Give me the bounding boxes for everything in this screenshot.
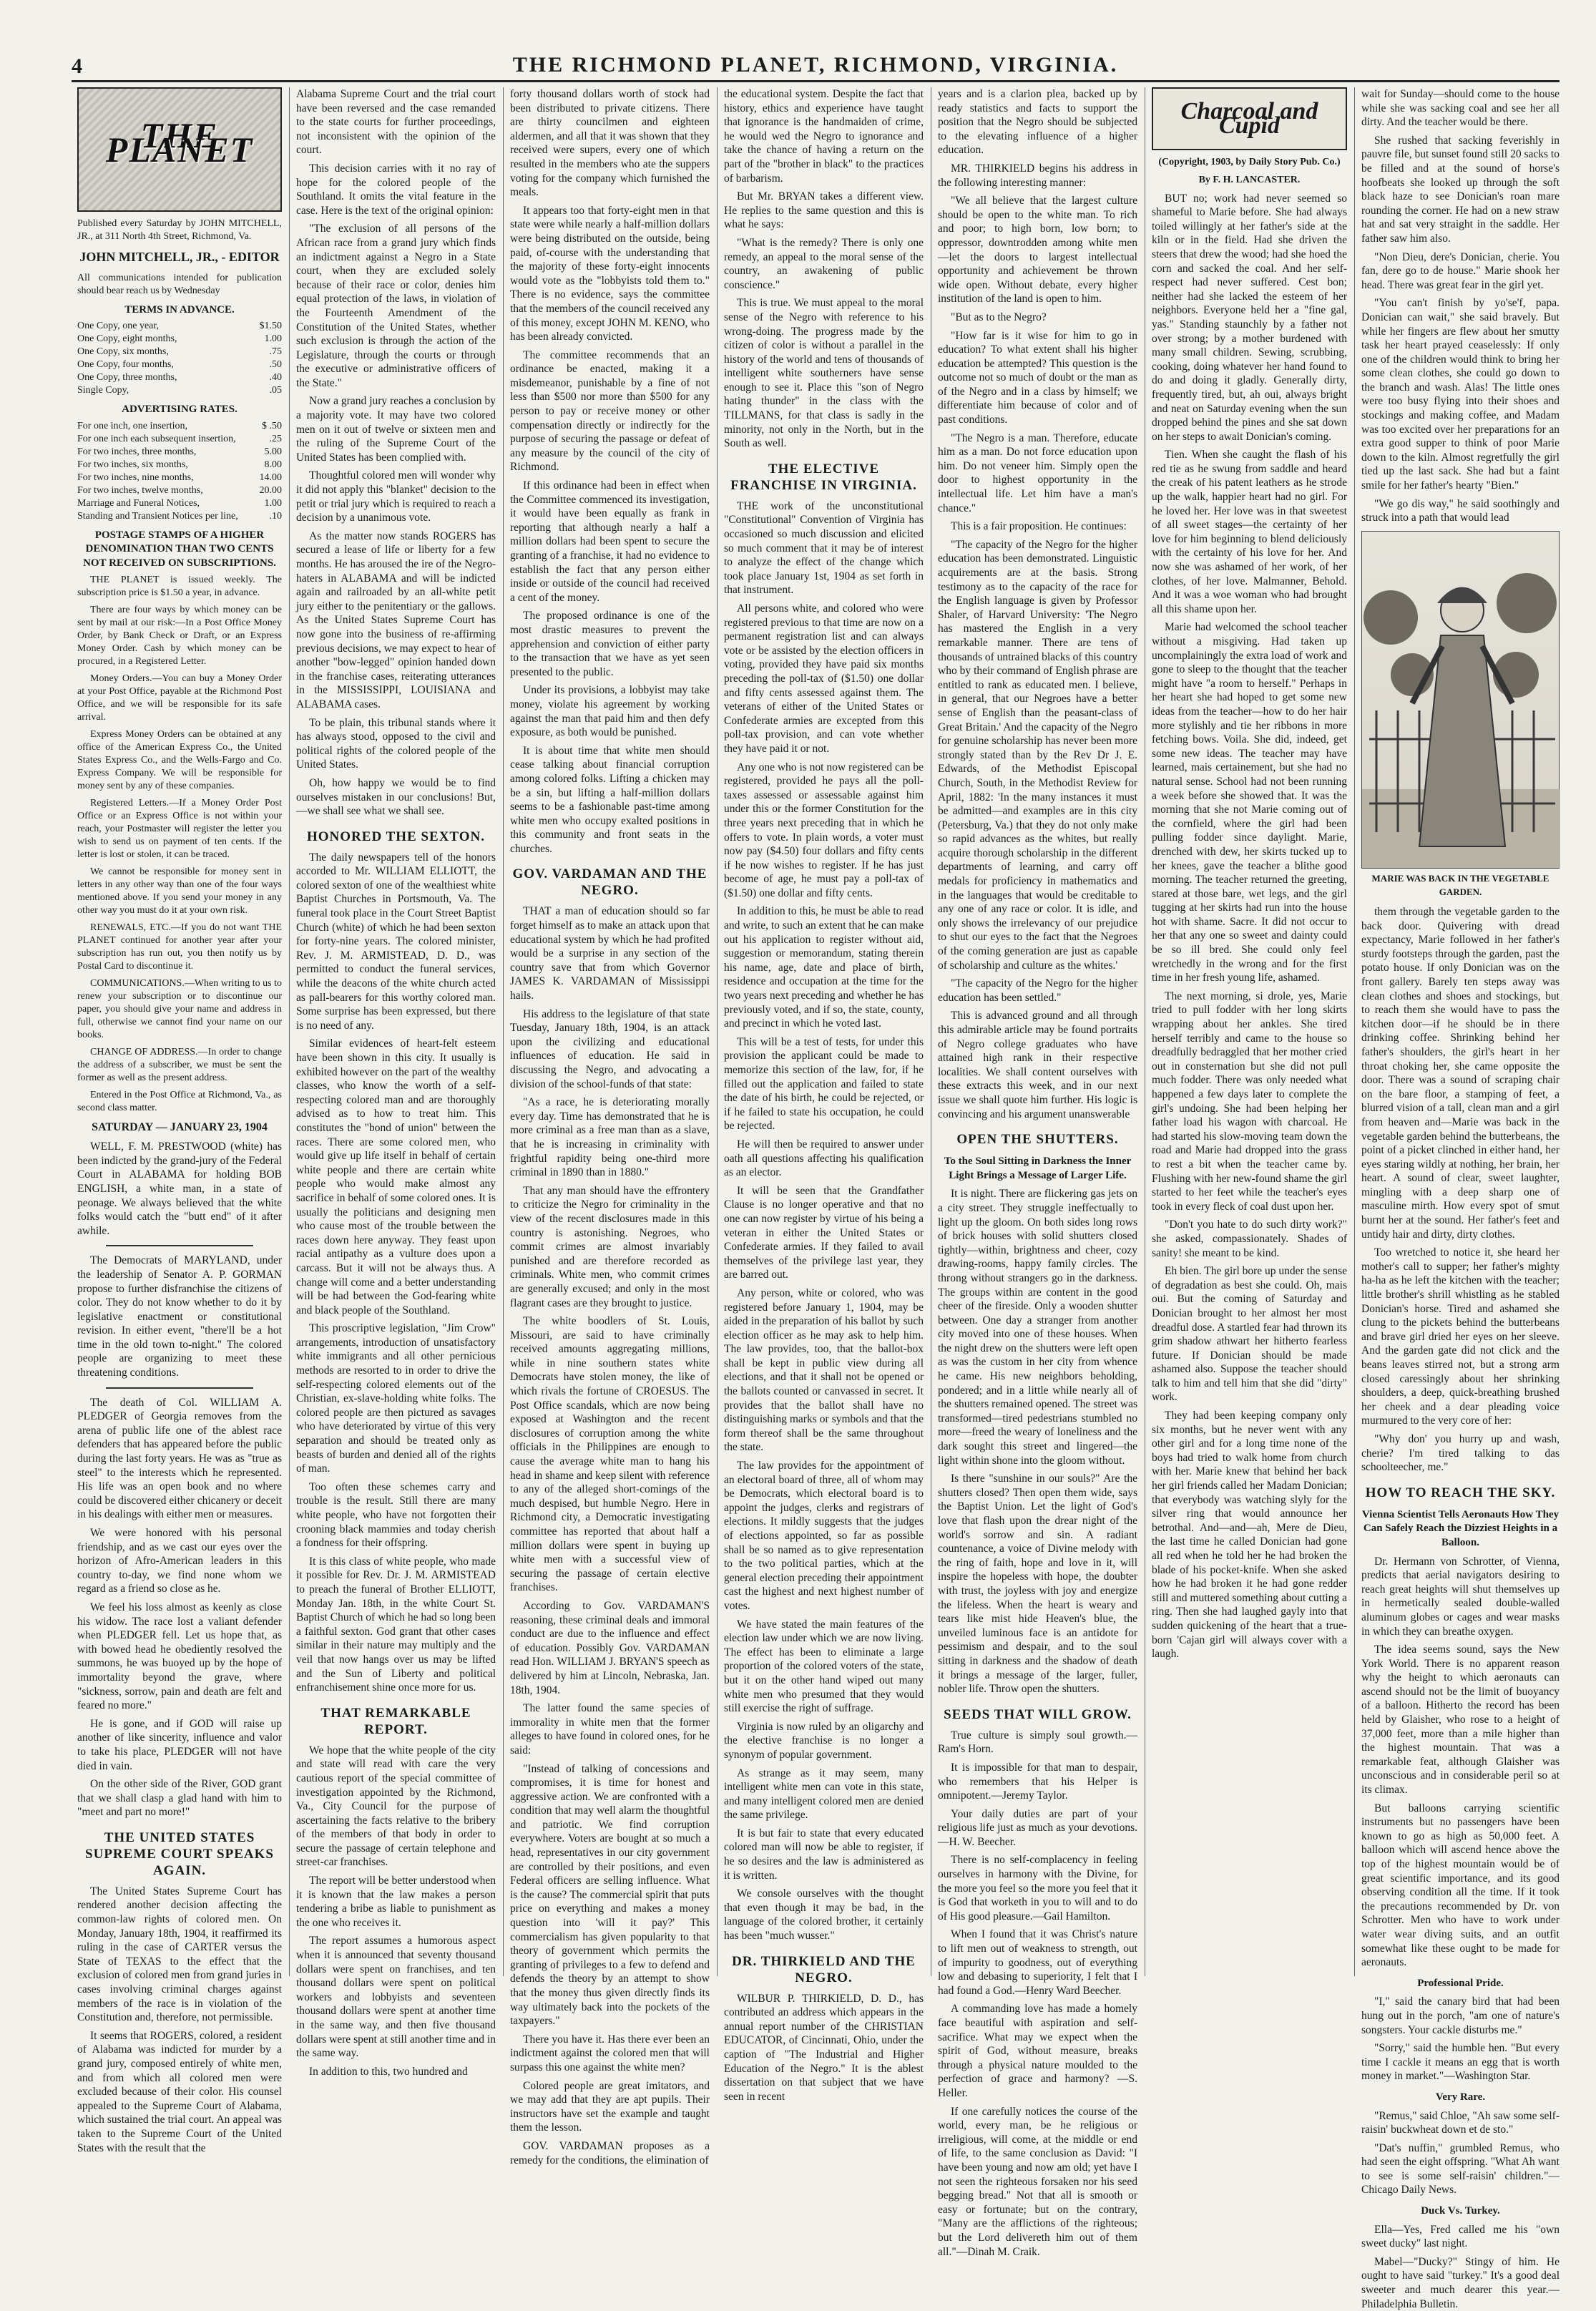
paragraph: RENEWALS, ETC.—If you do not want THE PLANET continued for another year after your subscription has run out, you then notify us by Postal Card to discontinue it. bbox=[77, 922, 282, 972]
paragraph: We have stated the main features of the election law under which we are now living. The effect has been to eliminate a large proportion of the colored voters of the state, but it on the other hand wiped out many white men who presumed that they would still exercise the right of suffrage. bbox=[724, 1618, 924, 1715]
column-6 bbox=[1152, 87, 1347, 1976]
paragraph: Money Orders.—You can buy a Money Order at your Post Office, payable at the Richmond Post Office, and we will be responsible for its safe arrival. bbox=[77, 673, 282, 723]
paragraph: the educational system. Despite the fact that history, ethics and experience have taught that ignorance is the handmaiden of crime, he would wed the Negro to ignorance and take the chance of having a return on the part of the "brother in black" to the practices of barbarism. bbox=[724, 88, 924, 185]
paragraph: The United States Supreme Court has rendered another decision affecting the common-law rights of colored men. On Monday, January 18th, 1904, it reaffirmed its ruling in the case of CARTER versus the State of TEXAS to the effect that the exclusion of colored men from grand juries in cases involving criminal charges against members of the race is in violation of the Constitution and, therefore, not permissible. bbox=[77, 1885, 282, 2024]
editor-line: JOHN MITCHELL, JR., - EDITOR bbox=[79, 250, 280, 264]
publisher-line: Published every Saturday by JOHN MITCHELL, JR., at 311 North 4th Street, Richmond, Va. bbox=[77, 218, 282, 242]
paragraph: Any one who is not now registered can be registered, provided he pays all the poll-taxes assessed or assessable against him under this or the former Constitution for the three years next preceding that in which he offers to vote. In plain words, a voter must now pay ($4.50) four dollars and fifty cents if he now wishes to register. If he has just become of age, he must pay a poll-tax of ($1.50) one dollar and fifty cents. bbox=[724, 761, 924, 899]
paragraph: MR. THIRKIELD begins his address in the following interesting manner: bbox=[938, 162, 1137, 189]
paragraph: Mabel—"Ducky?" Stingy of him. He ought to have said "turkey." It's a good deal sweeter and much dearer this year.—Philadelphia Bulletin. bbox=[1361, 2255, 1560, 2310]
paragraph: Entered in the Post Office at Richmond, Va., as second class matter. bbox=[77, 1089, 282, 1113]
column-2 bbox=[296, 87, 496, 2078]
paragraph: Thoughtful colored men will wonder why it did not apply this "blanket" decision to the petit or trial jury which is required to reach a decision by a unanimous vote. bbox=[296, 469, 496, 524]
paragraph: It seems that ROGERS, colored, a resident of Alabama was indicted for murder by a grand jury, composed entirely of white men, and from which all colored men were excluded because of their color. His counsel appealed to the Supreme Court of Alabama, which sustained the trial court. An appeal was taken to the Supreme Court of the United States with the result that the bbox=[77, 2029, 282, 2154]
paragraph: Now a grand jury reaches a conclusion by a majority vote. It may have two colored men on it out of twelve or sixteen men and the ruling of the Supreme Court of the United States has been complied with. bbox=[296, 395, 496, 464]
paragraph: "The exclusion of all persons of the African race from a grand jury which finds an indictment against a Negro in a State court, when they are excluded solely because of their race or color, denies him equal protection of the laws, in violation of the Fourteenth Amendment of the Constitution of the United States, whether such exclusion is through the action of the Legislature, through the courts or through the executive or administrative officers of the State." bbox=[296, 223, 496, 389]
headline: HONORED THE SEXTON. bbox=[307, 829, 485, 844]
notice: All communications intended for publication should bear reach us by Wednesday bbox=[77, 272, 282, 296]
paragraph: In addition to this, two hundred and bbox=[309, 2065, 468, 2078]
logo-wordmark: THE PLANET bbox=[105, 115, 254, 170]
table-row: One Copy, three months, .40 bbox=[77, 372, 282, 383]
paragraph: Tien. When she caught the flash of his red tie as he swung from saddle and heard the creak of his patent leathers as he strode up the walk, happier heart had no girl. For he loved her. Her love was in that sweetest of all sweet stages—the certainty of her love for him beginning to blend deliciously with the certainty of his love for her. And now she was ashamed of her work, of her clothes, of her love. Malmanner, Behold. And it was a woe woman who had brought all this shame upon her. bbox=[1152, 449, 1347, 615]
paragraph: "What is the remedy? There is only one remedy, an appeal to the moral sense of the country, an awakening of public conscience." bbox=[724, 236, 924, 291]
paragraph: COMMUNICATIONS.—When writing to us to renew your subscription or to discontinue our paper, you should give your name and address in full, otherwise we cannot find your name on our books. bbox=[77, 977, 282, 1040]
paragraph: "How far is it wise for him to go in education? To what extent shall his higher education be attempted? This question is the outcome not so much of doubt or the man as of the Negro and in a class by himself; we differentiate him because of color and of past conditions. bbox=[938, 329, 1137, 426]
paragraph: "We all believe that the largest culture should be open to the white man. To rich and poor; to high born, low born; to oppressor, downtrodden among white men—let the doors to largest intellectual opportunity and achievement be thrown wide open. Without debate, every higher institution of the land is open to him. bbox=[938, 195, 1137, 306]
column-7 bbox=[1361, 87, 1560, 2310]
paragraph: The daily newspapers tell of the honors accorded to Mr. WILLIAM ELLIOTT, the colored sexton of one of the wealthiest white Baptist Churches in Portsmouth, Va. The funeral took place in the Court Street Baptist Church (white) of which he had been sexton for forty-nine years. The colored minister, Rev. J. M. ARMISTEAD, D. D., was permitted to conduct the funeral services, while the deacons of the white church acted as pall-bearers for this worthy colored man. Some surprise has been expressed, but there is no need of any. bbox=[296, 851, 496, 1032]
paragraph: WELL, F. M. PRESTWOOD (white) has been indicted by the grand-jury of the Federal Court in ALABAMA for holding BOB ENGLISH, a white man, in a state of peonage. We always believed that the white folks would catch the "butt end" of it after awhile. bbox=[77, 1140, 282, 1237]
paragraph: We feel his loss almost as keenly as close his widow. The race lost a valiant defender when PLEDGER fell. Let us hope that, as with bowed head he obediently resolved the summons, he was buoyed up by the hope of immortality beyond the grave, where "sickness, sorrow, pain and death are felt and feared no more." bbox=[77, 1601, 282, 1712]
paragraph: Any person, white or colored, who was registered before January 1, 1904, may be aided in the preparation of his ballot by such election officer as he may ask to help him. The law provides, too, that the ballot-box shall be kept in public view during all elections, and that it shall not be opened or the ballots counted or canvassed in secret. It provides that the ballot shall have no distinguishing marks or symbols and that the form thereof shall be the same throughout the state. bbox=[724, 1286, 924, 1454]
paragraph: Eh bien. The girl bore up under the sense of degradation as best she could. Oh, mais oui. But the coming of Saturday and Donician brought to her almost her most dreadful dose. A startled fear had thrown its grim shadow athwart her hitherto fearless future. If Donician should be made ashamed also. Suppose the teacher should talk to him and tell him that she did "dirty" work. bbox=[1152, 1265, 1347, 1404]
paragraph: When I found that it was Christ's nature to lift men out of weakness to strength, out of impurity to goodness, out of everything low and debasing to superiority, I felt that I had found a God.—Henry Ward Beecher. bbox=[938, 1928, 1137, 1997]
paragraph: The idea seems sound, says the New York World. There is no apparent reason why the height to which aeronauts can ascend should not be the limit of buoyancy of a balloon. Hitherto the record has been held by Glaisher, who rose to a height of 37,000 feet, more than a mile higher than the highest mountain. That was a remarkable feat, although Glaisher was unconscious and in considerable peril so at its climax. bbox=[1361, 1643, 1560, 1797]
paragraph: This decision carries with it no ray of hope for the colored people of the Southland. It omits the vital feature in the case. Here is the text of the original opinion: bbox=[296, 162, 496, 217]
terms-title: TERMS IN ADVANCE. bbox=[124, 303, 235, 316]
paragraph: "You can't finish by yo'se'f, papa. Donician can wait," she said bravely. But while her fingers are flew about her smutty task her heart prayed ceaselessly: If only one of the children would think to bring her some clean clothes, she could go down to the branch and wash. Alas! The little ones were too busy flying into their shoes and stockings and making coffee, and Madam was too excited over her preparations for an extra good supper to think of poor Marie down to the kiln. Almost regretfully the girl tied up the last sack. She had but a faint smile for her father's hearty "Bien." bbox=[1361, 297, 1560, 492]
page-number: 4 bbox=[72, 54, 82, 78]
table-row: For two inches, three months, 5.00 bbox=[77, 446, 282, 457]
subheadline: Professional Pride. bbox=[1417, 1977, 1504, 1989]
paragraph: Is there "sunshine in our souls?" Are the shutters closed? Then open them wide, says the Baptist Union. Let the light of God's love that flash upon the drear night of the world's sorrow and sin. A radiant countenance, a voice of Divine melody with the ring of faith, hope and love in it, will inspire the hopeless with hope, the doubter with trust, the joyless with joy and energize the lifeless. When the heart is weary and tears like mist hide Heaven's blue, the unveiled luminous face is an antidote for pessimism and despair, and to the soul sitting in darkness and the shadow of death it brings a message of the larger, fuller, nobler life. Throw open the shutters. bbox=[938, 1472, 1137, 1696]
paragraph: Your daily duties are part of your religious life just as much as your devotions.—H. W. Beecher. bbox=[938, 1807, 1137, 1848]
story-title-banner bbox=[1152, 87, 1347, 150]
paragraph: All persons white, and colored who were registered previous to that time are now on a permanent registration list and can always vote or be assisted by the election officers in voting, provided they have paid six months preceding the poll-tax of ($1.50) one dollar and fifty cents assessed against them. The veterans of either of the United States or Confederate armies are excepted from this poll-tax provision, and can vote whether they have paid it or not. bbox=[724, 602, 924, 755]
divider bbox=[106, 1245, 253, 1246]
table-row: For two inches, six months, 8.00 bbox=[77, 459, 282, 470]
paragraph: Too wretched to notice it, she heard her mother's call to supper; her father's mighty ha-ha as he left the kitchen with the teacher; little brother's shrill whistling as he stabled Donician's horse. Tired and ashamed she clung to the pickets behind the butterbeans and brave girl dried her eyes on her sleeve. And the garden gate did not click and the beans leaves stirred not, but a strong arm closed caressingly about her shrinking shoulders, a deep, quick-breathing brushed her cheek and a dear pleading voice murmured to the very core of her: bbox=[1361, 1246, 1560, 1427]
paragraph: The death of Col. WILLIAM A. PLEDGER of Georgia removes from the arena of public life one of the ablest race defenders that has appeared before the public during the last forty years. He was as "true as steel" to the interests which he represented. His life was an open book and no where could be discovered either chicanery or deceit in his dealings with either men or measures. bbox=[77, 1396, 282, 1521]
paragraph: To be plain, this tribunal stands where it has always stood, opposed to the civil and political rights of the colored people of the United States. bbox=[296, 716, 496, 771]
paragraph: "The Negro is a man. Therefore, educate him as a man. Do not force education upon him. Do not veneer him. Simply open the door to highest opportunity in the intellectual life. Let him have a man's chance." bbox=[938, 431, 1137, 514]
column-4 bbox=[724, 87, 924, 2103]
paragraph: "Instead of talking of concessions and compromises, it is time for honest and aggressive action. We are confronted with a condition that may well alarm the thoughtful and patriotic. We find corruption everywhere. Voters are bought at so much a head, representatives in our city government are controlled by their positions, and even Federal officers are selling influence. What is the cause? The commercial spirit that puts price on everything and makes a money question into 'will it pay?' This commercialism has given popularity to that theory of government which permits the granting of privileges to a few to defend and defends the theory by an attempt to show that the money thus given directly finds its way ultimately back into the pockets of the taxpayers." bbox=[510, 1762, 710, 2028]
paragraph: This will be a test of tests, for under this provision the applicant could be made to memorize this section of the law, for, if he filled out the application and failed to state the date of his birth, he could be rejected, or if he failed to state his occupation, he could be rejected. bbox=[724, 1035, 924, 1133]
paragraph: Similar evidences of heart-felt esteem have been shown in this city. It usually is exhibited however on the part of the wealthy classes, who know the worth of a self-respecting colored man and are thoroughly advised as to how to treat him. This constitutes the "bond of union" between the races. There are some colored men, who would give up life itself in behalf of certain white people and there are certain white people who would make almost any sacrifice in behalf of some colored ones. It is usually the politicians and designing men who cause most of the trouble between the races down here anyway. They feast upon racial antipathy as a vulture does upon a carcass. But it will not be always thus. A change will come and a better understanding will be had between the God-fearing white and black people of the Southland. bbox=[296, 1037, 496, 1316]
paragraph: There are four ways by which money can be sent by mail at our risk:—In a Post Office Money Order, by Bank Check or Draft, or an Express Money Order. Cash by which money can be procured, in a Registered Letter. bbox=[77, 604, 282, 667]
copyright-line: (Copyright, 1903, by Daily Story Pub. Co.) bbox=[1158, 157, 1341, 167]
paragraph: Registered Letters.—If a Money Order Post Office or an Express Office is not within your reach, your Postmaster will register the letter you wish to send us on payment of ten cents. If the letter is lost or stolen, it can be traced. bbox=[77, 797, 282, 860]
paragraph: "Non Dieu, dere's Donician, cherie. You fan, dere go to de house." Marie shook her head. There was great fear in the girl yet. bbox=[1361, 250, 1560, 291]
paragraph: If this ordinance had been in effect when the Committee commenced its investigation, it would have been equally as frank in reporting that although nearly a half a million dollars had been spent to secure the granting of a franchise, it had no evidence to establish the fact that any person either inside or outside of the council had received a cent of the money. bbox=[510, 479, 710, 604]
headline: OPEN THE SHUTTERS. bbox=[956, 1132, 1119, 1148]
illustration-caption: MARIE WAS BACK IN THE VEGETABLE GARDEN. bbox=[1371, 872, 1550, 898]
table-row: One Copy, eight months, 1.00 bbox=[77, 333, 282, 345]
paragraph: In addition to this, he must be able to read and write, to such an extent that he can make out his application to register without aid, suggestion or memorandum, stating therein his name, age, date and place of birth, residence and occupation at the time for the two years next preceding and whether he has previously voted, and if so, the state, county, and precinct in which he voted last. bbox=[724, 905, 924, 1030]
planet-logo bbox=[77, 87, 282, 212]
paragraph: A commanding love has made a homely face beautiful with aspiration and self-sacrifice. What may we expect when the spirit of God, without measure, breaks through a physical nature moulded to the perfection of grace and harmony? —S. Heller. bbox=[938, 2003, 1137, 2099]
paragraph: GOV. VARDAMAN proposes as a remedy for the conditions, the elimination of bbox=[510, 2139, 710, 2166]
column-rule bbox=[289, 87, 290, 1976]
headline: HOW TO REACH THE SKY. bbox=[1365, 1485, 1556, 1500]
paragraph: "Why don' you hurry up and wash, cherie? I'm tired talking to das schoolteecher, me." bbox=[1361, 1432, 1560, 1474]
paragraph: It is about time that white men should cease talking about financial corruption among colored folks. Lifting a chicken may be a sin, but lifting a half-million dollars seems to be a fashionable past-time among white men who occupy exalted positions in this community and front seats in the churches. bbox=[510, 744, 710, 855]
paragraph: Ella—Yes, Fred called me his "own sweet ducky" last night. bbox=[1361, 2223, 1560, 2250]
paragraph: Under its provisions, a lobbyist may take money, violate his agreement by working against the man that paid him and then defy exposure, as both would be punished. bbox=[510, 684, 710, 739]
paragraph: years and is a clarion plea, backed up by ready statistics and facts to support the position that the Negro should be subjected to the elevating influence of a higher education. bbox=[938, 88, 1137, 157]
stamps-notice: POSTAGE STAMPS OF A HIGHER DENOMINATION THAN TWO CENTS NOT RECEIVED ON SUBSCRIPTIONS. bbox=[83, 529, 276, 569]
divider bbox=[106, 1387, 253, 1389]
headline: THE ELECTIVE FRANCHISE IN VIRGINIA. bbox=[730, 461, 917, 493]
subheadline: Very Rare. bbox=[1435, 2091, 1486, 2103]
paragraph: "Don't you hate to do such dirty work?" she asked, compassionately. Shades of sanity! she meant to be kind. bbox=[1152, 1218, 1347, 1259]
paragraph: This is advanced ground and all through this admirable article may be found portraits of Negro college graduates who have attained high rank in their respective localities. We shall content ourselves with these extracts this week, and in our next issue we shall quote him further. His logic is convincing and his argument unanswerable bbox=[938, 1010, 1137, 1120]
headline: DR. THIRKIELD AND THE NEGRO. bbox=[732, 1953, 916, 1985]
paragraph: Virginia is now ruled by an oligarchy and the elective franchise is no longer a synonym of popular government. bbox=[724, 1720, 924, 1761]
paragraph: "But as to the Negro? bbox=[951, 311, 1047, 323]
table-row: Single Copy, .05 bbox=[77, 385, 282, 396]
paragraph: She rushed that sacking feverishly in pauvre file, but sunset found still 20 sacks to be filled and at the sound of horse's hoofbeats she looked up through the soft black haze to see Donician's roan mare rounding the corner. He had on a new straw hat and sat very straight in the saddle. Her father saw him also. bbox=[1361, 134, 1560, 245]
paragraph: The report assumes a humorous aspect when it is announced that seventy thousand dollars were spent on franchises, and ten thousand dollars were spent on political workers and lobbyists and seventeen thousand dollars were spent at another time in the same way, and then five thousand dollars were spent at still another time and in the same way. bbox=[296, 1935, 496, 2060]
byline: By F. H. LANCASTER. bbox=[1198, 175, 1301, 185]
table-row: For two inches, nine months, 14.00 bbox=[77, 472, 282, 483]
headline: GOV. VARDAMAN AND THE NEGRO. bbox=[512, 866, 708, 899]
paragraph: The white boodlers of St. Louis, Missouri, are said to have criminally received amounts aggregating millions, while in nine southern states white Democrats have stolen money, the like of which rivals the fortune of CROESUS. The Post Office scandals, which are now being exposed at Washington and the recent disclosures of corruption among the white officials in the Philippines are enough to cause the average white man to hang his head in shame and keep silent with reference to any of the alleged short-comings of the much despised, but humble Negro. Here in Richmond city, a Democratic investigating committee has reported that about half a million dollars were spent in buying up white men with a successful view of securing the passage of certain elective franchises. bbox=[510, 1315, 710, 1594]
subheadline: Vienna Scientist Tells Aeronauts How They Can Safely Reach the Dizziest Heights in a Balloon. bbox=[1361, 1508, 1560, 1548]
paragraph: "I," said the canary bird that had been hung out in the porch, "am one of nature's songsters. Your cackle disturbs me." bbox=[1361, 1995, 1560, 2036]
paragraph: "Remus," said Chloe, "Ah saw some self-raisin' buckwheat down et de sto." bbox=[1361, 2109, 1560, 2136]
paragraph: It is night. There are flickering gas jets on a city street. They struggle ineffectually to light up the gloom. On both sides long rows of brick houses with solid shutters closed tightly—within, brightness and cheer, cozy drawing-rooms, happy family circles. The throng without strangers go in the darkness. The groups within are content in the good cheer of the fireside. Only a wooden shutter between. One day a stranger from another city moved into one of these houses. When the night drew on the shutters were left open as was the custom in her city from whence he came. His new neighbors beholding, pondered; and in a little while nearly all of the shutters remained opened. The street was transformed—tired pedestrians stumbled no more—freed the weary of loneliness and the dark sought this street and lingered—the light within shone into the gloom without. bbox=[938, 1188, 1137, 1467]
paragraph: them through the vegetable garden to the back door. Quivering with dread expectancy, Marie followed in her father's sturdy footsteps through the garden, past the potato house. If only Donician was on the front gallery. Barely ten steps away was clean clothes and shoes and stockings, but to reach them she would have to pass the kitchen door—if he should be in there drinking coffee. Shrinking behind her father's shoulders, the girl's heart in her throat choking her, she came opposite the door. There was a sound of scraping chair on the bare floor, a stamping of feet, a blurred vision of a tall, clean man and a girl from heaven and—Marie was back in the vegetable garden behind the butterbeans, the point of a picket clinched in either hand, her eyes staring wildly at nothing, her brain, her heart. A sound of clear, sweet laughter, mingling with a deep sharp one of masculine mirth. How every spot of smut burnt her at the sound. Her father's feet and untidy hair and dirty, dirty clothes. bbox=[1361, 906, 1560, 1241]
column-rule bbox=[503, 87, 504, 1976]
paragraph: Too often these schemes carry and trouble is the result. Still there are many white people, who have not forgotten their crooning black mammies and today cherish a fondness for their offspring. bbox=[296, 1480, 496, 1550]
table-row: For two inches, twelve months, 20.00 bbox=[77, 484, 282, 496]
headline: THE UNITED STATES SUPREME COURT SPEAKS AGAIN. bbox=[85, 1829, 274, 1878]
paragraph: That any man should have the effrontery to criticize the Negro for criminality in the view of the recent disclosures made in this country is astonishing. Negroes, who commit crimes are almost invariably punished and are therefore recorded as criminals. White men, who commit crimes are generally excused; and only in the most flagrant cases are they brought to justice. bbox=[510, 1184, 710, 1309]
paragraph: We hope that the white people of the city and state will read with care the very cautious report of the special committee of investigation appointed by the Richmond, Va., City Council for the purpose of ascertaining the facts relative to the bribery of the members of that body in order to secure the passage of certain telephone and street-car franchises. bbox=[296, 1744, 496, 1869]
paragraph: He is gone, and if GOD will raise up another of like sincerity, influence and valor to take his place, PLEDGER will not have died in vain. bbox=[77, 1717, 282, 1772]
paragraph: We cannot be responsible for money sent in letters in any other way than one of the four ways mentioned above. If you send your money in any other way you must do it at your own risk. bbox=[77, 866, 282, 916]
running-title: THE RICHMOND PLANET, RICHMOND, VIRGINIA. bbox=[512, 53, 1119, 77]
table-row: One Copy, one year, $1.50 bbox=[77, 321, 282, 332]
paragraph: He will then be required to answer under oath all questions affecting his qualification as an elector. bbox=[724, 1138, 924, 1179]
headline: THAT REMARKABLE REPORT. bbox=[320, 1705, 471, 1737]
paragraph: This is a fair proposition. He continues: bbox=[951, 520, 1127, 533]
column-rule bbox=[1354, 87, 1355, 1976]
table-row: For one inch, one insertion, $ .50 bbox=[77, 420, 282, 431]
column-1 bbox=[77, 87, 282, 2154]
paragraph: "The capacity of the Negro for the higher education has been settled." bbox=[938, 977, 1137, 1004]
paragraph: We were honored with his personal friendship, and as we cast our eyes over the horizon of Afro-American leaders in this country to-day, we find none whom we regard as a friend so close as he. bbox=[77, 1527, 282, 1596]
column-3 bbox=[510, 87, 710, 2166]
paragraph: It is but fair to state that every educated colored man will now be able to register, if he so desires and the law is administered as it is written. bbox=[724, 1827, 924, 1882]
paragraph: The committee recommends that an ordinance be enacted, making it a misdemeanor, punishable by a fine of not less than $500 nor more than $500 for any person to pay or receive money or other compensation directly or indirectly for the purpose of securing the passage or defeat of any measure by the council of the city of Richmond. bbox=[510, 348, 710, 474]
paragraph: It is this class of white people, who made it possible for Rev. Dr. J. M. ARMISTEAD to preach the funeral of Brother ELLIOTT, Monday Jan. 18th, in the white Court St. Baptist Church of which he had so long been a faithful sexton. God grant that other cases similar in their nature may multiply and the veil that now hangs over us may be lifted and the Sun of Liberty and political enfranchisement shine once more for us. bbox=[296, 1555, 496, 1694]
story-illustration bbox=[1361, 531, 1560, 869]
column-5 bbox=[938, 87, 1137, 2258]
story-title: Charcoal and Cupid bbox=[1180, 98, 1318, 139]
paragraph: According to Gov. VARDAMAN'S reasoning, these criminal deals and immoral conduct are due to the influence and effect of education. Possibly Gov. VARDAMAN read Hon. WILLIAM J. BRYAN'S speech as delivered by him at Lincoln, Nebraska, Jan. 18th, 1904. bbox=[510, 1599, 710, 1696]
paragraph: If one carefully notices the course of the world, every man, be he religious or irreligious, will come, at the middle or end of life, to the same conclusion as David: "I have been young and now am old; yet have I not seen the righteous forsaken nor his seed begging bread." Not that all is smooth or easy or fortunate; but on the contrary, "Many are the afflictions of the righteous; but the Lord delivereth him out of them all."—Dinah M. Craik. bbox=[938, 2105, 1137, 2258]
paragraph: Marie had welcomed the school teacher without a misgiving. Had taken up uncomplainingly the extra load of work and gone to sleep to the thought that the teacher might have "a room to herself." Perhaps in her heart she had hoped to get some new ideas from the teacher—how to do her hair more stylishly and tie her ribbons in more fetching bows. Voila. She did, indeed, get some new ideas. The teacher may have learned, mais certainement, but she had no natural sense. School had not been running a week before she showed that. It was the morning that she not Marie coming out of the cornfield, where the girl had been pulling fodder since daylight. Marie, drenched with dew, her skirts tucked up to her knees, gave the teacher a blithe good morning. The teacher returned the greeting, stared at those bare, wet legs, and the girl tugging at her skirts had run into the house hot with shame. Sacre. It did not occur to her that any one so sweet and dainty could be so ill bred. She could only feel wretchedly in the wrong and for the first time in her fresh young life, ashamed. bbox=[1152, 621, 1347, 985]
paragraph: But Mr. BRYAN takes a different view. He replies to the same question and this is what he says: bbox=[724, 190, 924, 231]
table-row: For one inch each subsequent insertion, .25 bbox=[77, 433, 282, 444]
paragraph: "As a race, he is deteriorating morally every day. Time has demonstrated that he is more criminal as a free man than as a slave, that he is increasing in criminality with frightful rapidity being one-third more criminal in 1890 than in 1880." bbox=[510, 1096, 710, 1179]
paragraph: Colored people are great imitators, and we may add that they are apt pupils. Their instructors have set the example and taught them the lesson. bbox=[510, 2079, 710, 2134]
paragraph: The proposed ordinance is one of the most drastic measures to prevent the apprehension and conviction of either party to the transaction that we have as yet seen presented to the public. bbox=[510, 610, 710, 678]
table-row: Marriage and Funeral Notices, 1.00 bbox=[77, 497, 282, 509]
paragraph: The report will be better understood when it is known that the law makes a person tendering a bribe as liable to punishment as the one who receives it. bbox=[296, 1875, 496, 1929]
paragraph: BUT no; work had never seemed so shameful to Marie before. She had always toiled willingly at her father's side at the kiln or in the field. Had she driven the steers that drew the wood; had she hoed the corn and sacked the coal. And her self-respect had never suffered. Cest bon; neither had she lacked the esteem of her neighbors. Everyone held her a "fine gal, yas." Standing staunchly by a father not over strong; by a mother burdened with many small children. Sewing, scrubbing, cooking, doing whatever her hand found to do and doing it gladly. Generally dirty, frequently tired, but, ah oui, always bright and neat on Saturday evening when the sun dropped behind the pines and she sat down on her steps to await Donician's coming. bbox=[1152, 192, 1347, 443]
paragraph: "Sorry," said the humble hen. "But every time I cackle it means an egg that is worth money in market."—Washington Star. bbox=[1361, 2042, 1560, 2083]
paragraph: It is impossible for that man to despair, who remembers that his Helper is omnipotent.—Jeremy Taylor. bbox=[938, 1761, 1137, 1802]
paragraph: Alabama Supreme Court and the trial court have been reversed and the case remanded to the state courts for further proceedings, not inconsistent with the opinion of the court. bbox=[296, 88, 496, 157]
paragraph: As the matter now stands ROGERS has secured a lease of life or liberty for a few months. He has aroused the ire of the Negro-haters in ALABAMA and will be indicted again and railroaded by an all-white petit jury either to the penitentiary or the gallows. As the United States Supreme Court has now gone into the business of re-affirming previous decisions, we may expect to hear of another "bow-legged" opinion handed down in the franchise cases, reiterating utterances in the MISSISSIPPI, LOUISIANA and ALABAMA cases. bbox=[296, 529, 496, 710]
table-row: Standing and Transient Notices per line, .10 bbox=[77, 510, 282, 522]
paragraph: "We go dis way," he said soothingly and struck into a path that would lead bbox=[1361, 497, 1560, 524]
garden-illustration-icon bbox=[1362, 532, 1560, 868]
paragraph: "Dat's nuffin," grumbled Remus, who had seen the eight offspring. "What Ah want to see is some self-raisin' children."—Chicago Daily News. bbox=[1361, 2141, 1560, 2197]
paragraph: The next morning, si drole, yes, Marie tried to pull fodder with her long skirts wrapping about her ankles. She tired herself terribly and came to the house so dreadfully bedraggled that her mother cried out in consternation but she did not pull much fodder. There was only needed what happened a few days later to complete the girl's undoing. She had been helping her father load his wagon with charcoal. He had started his slow-moving team down the road and Marie had dropped into the grass to rest a bit when the teacher came by. Flushing with her new-found shame the girl started to her feet while the teacher's eyes took in every fleck of coal dust upon her. bbox=[1152, 990, 1347, 1213]
table-row: One Copy, four months, .50 bbox=[77, 359, 282, 371]
paragraph: forty thousand dollars worth of stock had been distributed to private citizens. There are thirty councilmen and eighteen aldermen, and all that it was shown that they received were supers, every one of which resulted in the members who ate the suppers voting for the company which furnished the meals. bbox=[510, 88, 710, 199]
paragraph: As strange as it may seem, many intelligent white men can vote in this state, and many intelligent colored men are denied the same privilege. bbox=[724, 1767, 924, 1822]
paragraph: The law provides for the appointment of an electoral board of three, all of whom may be Democrats, which electoral board is to appoint the judges, clerks and registrars of elections. It mildly suggests that the judges of elections appointed, so far as possible shall be so named as to give representation to the two political parties, which at the general election preceding their appointment cast the highest and next highest number of votes. bbox=[724, 1460, 924, 1612]
paragraph: wait for Sunday—should come to the house while she was sacking coal and see her all dirty. And the teacher would be there. bbox=[1361, 88, 1560, 129]
paragraph: But balloons carrying scientific instruments but no passengers have been known to go as high as 50,000 feet. A balloon which will ascend hence above the top of the highest mountain would be of great scientific importance, and its good observing condition all the time. If it took the precautions recommended by Dr. von Schrotter. Men who have to work under water wear diving suits, and an outfit somewhat like these ought to be made for aeronauts. bbox=[1361, 1802, 1560, 1969]
paragraph: His address to the legislature of that state Tuesday, January 18th, 1904, is an attack upon the civilizing and educational influences of education. He said in discussing the Negro, and advocating a division of the school-funds of that state: bbox=[510, 1007, 710, 1090]
issue-date: SATURDAY — JANUARY 23, 1904 bbox=[92, 1120, 268, 1133]
subheadline: Duck Vs. Turkey. bbox=[1421, 2205, 1500, 2217]
paragraph: THE PLANET is issued weekly. The subscription price is $1.50 a year, in advance. bbox=[77, 574, 282, 598]
paragraph: THE work of the unconstitutional "Constitutional" Convention of Virginia has occasioned so much discussion and elicited so much comment that it may be of interest to analyze the effect of the change which took place January 1st, 1904 as set forth in that instrument. bbox=[724, 499, 924, 597]
headline: SEEDS THAT WILL GROW. bbox=[944, 1706, 1132, 1722]
paragraph: It will be seen that the Grandfather Clause is no longer operative and that no one can now register by virtue of his being a veteran in either the United States or Confederate armies. If they failed to avail themselves of the privilege last year, they are barred out. bbox=[724, 1184, 924, 1281]
paragraph: WILBUR P. THIRKIELD, D. D., has contributed an address which appears in the annual report number of the CHRISTIAN EDUCATOR, of Cincinnati, Ohio, under the caption of "The Industrial and Higher Education of the Negro." It is the ablest dissertation on that subject that we have seen in recent bbox=[724, 1992, 924, 2103]
table-row: One Copy, six months, .75 bbox=[77, 346, 282, 358]
advertising-table bbox=[77, 420, 282, 523]
paragraph: There is no self-complacency in feeling ourselves in harmony with the Divine, for the more you feel so the more you feel that it is God that worketh in you to will and to do of His good pleasure.—Gail Hamilton. bbox=[938, 1854, 1137, 1922]
paragraph: The Democrats of MARYLAND, under the leadership of Senator A. P. GORMAN propose to further disfranchise the citizens of color. They do not know whether to do it by legislative enactment or constitutional revision. In either event, "there'll be a hot time in the old town to-night." The colored people are organizing to meet these threatening conditions. bbox=[77, 1254, 282, 1379]
paragraph: THAT a man of education should so far forget himself as to make an attack upon that educational system by which he had profited would be a surprise in any section of the country save that from which Governor JAMES K. VARDAMAN of Mississippi hails. bbox=[510, 905, 710, 1002]
paragraph: We console ourselves with the thought that even though it may be bad, in the language of the colored brother, it certainly has been "much wusser." bbox=[724, 1887, 924, 1943]
paragraph: The latter found the same species of immorality in white men that the former alleges to have found in colored ones, for he said: bbox=[510, 1702, 710, 1757]
paragraph: This proscriptive legislation, "Jim Crow" arrangements, introduction of unsatisfactory white immigrants and all other pernicious methods are resorted to in order to drive the self-respecting colored elements out of the Christian, ex-slave-holding white folks. The colored people are then pictured as savages who have deteriorated by virtue of this very separation and should be treated only as beasts of burden and denied all of the rights of man. bbox=[296, 1322, 496, 1475]
paragraph: Oh, how happy we would be to find ourselves mistaken in our conclusions! But,—we shall see what we shall see. bbox=[296, 776, 496, 818]
terms-table bbox=[77, 320, 282, 397]
column-rule bbox=[717, 87, 718, 1976]
paragraph: Dr. Hermann von Schrotter, of Vienna, predicts that aerial navigators desiring to reach great heights will shut themselves up in hermetically sealed double-walled aluminum globes or cages and wear masks in which they can breathe oxygen. bbox=[1361, 1555, 1560, 1638]
paragraph: Express Money Orders can be obtained at any office of the American Express Co., the United States Express Co., and the Wells-Fargo and Co. Express Company. We will be responsible for money sent by any of these companies. bbox=[77, 728, 282, 791]
paragraph: They had been keeping company only six months, but he never went with any other girl and for a long time none of the boys had tried to walk home from church with her. Marie knew that behind her back her girl friends called her Madam Donician; that everybody was watching slyly for the silver ring that would announce her betrothal. And—and—ah, Mere de Dieu, the last time he called Donician had gone all red when he told her he had broken the blade of his pocket-knife. When she asked how he had broken it he had gone redder still and muttered something about cutting a ring. Then she had laughed gayly into that sudden quickening of the heart that a true-born 'Cajan girl will always cover with a laugh. bbox=[1152, 1409, 1347, 1661]
paragraph: "The capacity of the Negro for the higher education has been demonstrated. Linguistic acquirements are at the basis. Strong testimony as to the capacity of the race for the English language is given by Professor Shaler, of Harvard University: 'The Negro has mastered the English in a very remarkable manner. There are tens of thousands of untrained blacks of this country who by their command of English phrase are entitled to rank as educated men. I believe, in general, that our Negroes have a better sense of English than the peasant-class of Great Britain.' And the capacity of the Negro for genuine scholarship has never been more strongly stated than by the Rev Dr J. E. Edwards, of the Methodist Episcopal Church, South, in the Methodist Review for April, 1882: 'In the many instances it must be admitted—and examples are in this city (Petersburg, Va.) that they do not only make so rapid advances as the whites, but really acquire thorough scholarship in the different departments of learning, and carry off medals for proficiency in mathematics and in the languages that would be creditable to any one of any race or color. It is idle, and only shows the irrelevancy of our prejudice to shut our eyes to the fact that the Negroes of the coming generation are just as capable of scholarship and culture as the whites.' bbox=[938, 538, 1137, 972]
subheadline: To the Soul Sitting in Darkness the Inner Light Brings a Message of Larger Life. bbox=[944, 1156, 1132, 1181]
advertising-title: ADVERTISING RATES. bbox=[122, 404, 238, 416]
paragraph: It appears too that forty-eight men in that state were while nearly a half-million dollars were being distributed on the outside, being paid, of-course with the understanding that the majority of these forty-eight innocents would vote as the "lobbyists told them to." There is no evidence, says the committee that the members of the council received any of this money, except JOHN M. KENO, who has been already convicted. bbox=[510, 204, 710, 343]
paragraph: On the other side of the River, GOD grant that we shall clasp a glad hand with him to "meet and part no more!" bbox=[77, 1778, 282, 1819]
paragraph: This is true. We must appeal to the moral sense of the Negro with reference to his wrong-doing. The progress made by the citizen of color is without a parallel in the history of the world and tens of thousands of intelligent white southerners have sense enough to see it. Place this "son of Negro hating thunder" in the class with the TILLMANS, for that class is sadly in the minority, not only in the North, but in the South as well. bbox=[724, 297, 924, 450]
paragraph: There you have it. Has there ever been an indictment against the colored men that will surpass this one against the white men? bbox=[510, 2033, 710, 2073]
paragraph: CHANGE OF ADDRESS.—In order to change the address of a subscriber, we must be sent the former as well as the present address. bbox=[77, 1046, 282, 1083]
masthead bbox=[72, 52, 1560, 82]
paragraph: True culture is simply soul growth.—Ram's Horn. bbox=[938, 1729, 1137, 1756]
